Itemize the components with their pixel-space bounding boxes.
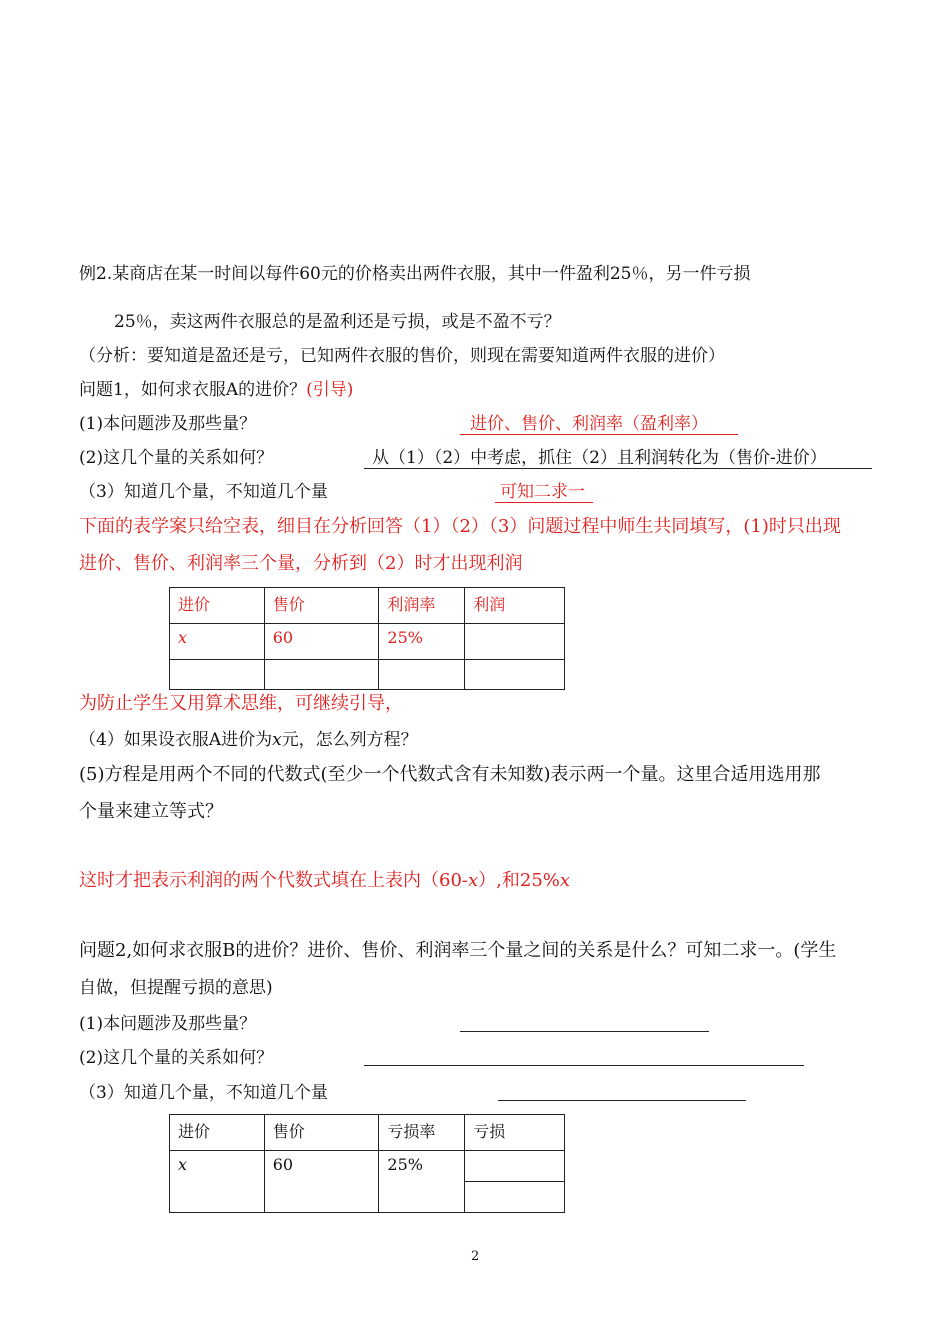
cell-empty xyxy=(465,660,565,690)
q1-item-4-pre: （4）如果设衣服A进价为 xyxy=(79,730,273,750)
q1-item-1-label: (1)本问题涉及那些量？ xyxy=(79,414,257,434)
question-1-text: 问题1，如何求衣服A的进价？ xyxy=(79,380,307,400)
q1-item-4 xyxy=(79,729,418,751)
q1-item-4-post: 元，怎么列方程？ xyxy=(281,730,418,750)
header-cost-price: 进价 xyxy=(170,1115,265,1151)
fill-note-var: x xyxy=(467,870,479,891)
question-1-hint: (引导) xyxy=(306,380,354,400)
q1-item-2-label: (2)这几个量的关系如何？ xyxy=(79,448,274,468)
q1-item-5-line-1: (5)方程是用两个不同的代数式(至少一个代数式含有未知数)表示两一个量。这里合适用选用那 xyxy=(79,764,821,785)
cell-empty xyxy=(465,1182,565,1213)
q1-item-2-underline xyxy=(364,468,872,469)
q2-item-2-label: (2)这几个量的关系如何？ xyxy=(79,1048,274,1068)
q1-item-4-var: x xyxy=(272,730,282,750)
q1-item-3-answer: 可知二求一 xyxy=(500,482,585,502)
q1-item-5-line-2: 个量来建立等式？ xyxy=(79,801,223,822)
page-number: 2 xyxy=(471,1249,480,1264)
q1-item-3-label: （3）知道几个量，不知道几个量 xyxy=(79,482,328,502)
cell-cost-x: x xyxy=(170,1151,265,1213)
header-loss-rate: 亏损率 xyxy=(379,1115,465,1151)
q1-item-2-answer: 从（1）（2）中考虑，抓住（2）且利润转化为（售价-进价） xyxy=(372,448,827,468)
q2-item-2-blank xyxy=(364,1065,804,1066)
cell-rate-25: 25% xyxy=(379,624,465,660)
cell-profit-empty xyxy=(465,624,565,660)
cell-empty xyxy=(264,660,379,690)
header-loss: 亏损 xyxy=(465,1115,565,1151)
cell-price-60: 60 xyxy=(264,1151,379,1213)
analysis-text: （分析：要知道是盈还是亏，已知两件衣服的售价，则现在需要知道两件衣服的进价） xyxy=(79,346,725,366)
q2-item-3-blank xyxy=(498,1100,746,1101)
teacher-note-line-1: 下面的表学案只给空表，细目在分析回答（1）（2）（3）问题过程中师生共同填写，(1)时只出现 xyxy=(79,516,841,537)
q1-item-3-underline xyxy=(495,502,593,503)
header-selling-price: 售价 xyxy=(264,1115,379,1151)
cell-rate-25: 25% xyxy=(379,1151,465,1213)
teacher-note-line-2: 进价、售价、利润率三个量，分析到（2）时才出现利润 xyxy=(79,553,523,574)
question-1-title xyxy=(79,379,353,401)
profit-table xyxy=(169,587,565,690)
cell-price-60: 60 xyxy=(264,624,379,660)
header-selling-price: 售价 xyxy=(264,588,379,624)
question-2-line-1: 问题2,如何求衣服B的进价？进价、售价、利润率三个量之间的关系是什么？可知二求一。(学生 xyxy=(79,940,837,961)
cell-empty xyxy=(170,660,265,690)
question-2-line-2: 自做，但提醒亏损的意思) xyxy=(79,978,273,998)
example-line-2: 25％，卖这两件衣服总的是盈利还是亏损，或是不盈不亏？ xyxy=(114,312,561,332)
q2-item-3-label: （3）知道几个量，不知道几个量 xyxy=(79,1083,328,1103)
cell-loss-empty xyxy=(465,1151,565,1182)
q1-item-1-answer: 进价、售价、利润率（盈利率） xyxy=(470,414,708,434)
header-profit-rate: 利润率 xyxy=(379,588,465,624)
fill-note-var-2: x xyxy=(559,870,571,891)
fill-note xyxy=(79,870,570,892)
cell-cost-x: x xyxy=(170,624,265,660)
loss-table xyxy=(169,1114,565,1213)
q1-item-1-underline xyxy=(460,434,738,435)
q2-item-1-blank xyxy=(460,1031,709,1032)
fill-note-pre: 这时才把表示利润的两个代数式填在上表内（60- xyxy=(79,870,468,891)
fill-note-mid: ）,和25% xyxy=(478,870,560,891)
header-cost-price: 进价 xyxy=(170,588,265,624)
prevent-note: 为防止学生又用算术思维，可继续引导， xyxy=(79,693,403,714)
cell-empty xyxy=(379,660,465,690)
example-line-1: 例2.某商店在某一时间以每件60元的价格卖出两件衣服，其中一件盈利25％，另一件亏损 xyxy=(79,264,751,284)
header-profit: 利润 xyxy=(465,588,565,624)
q2-item-1-label: (1)本问题涉及那些量？ xyxy=(79,1014,257,1034)
